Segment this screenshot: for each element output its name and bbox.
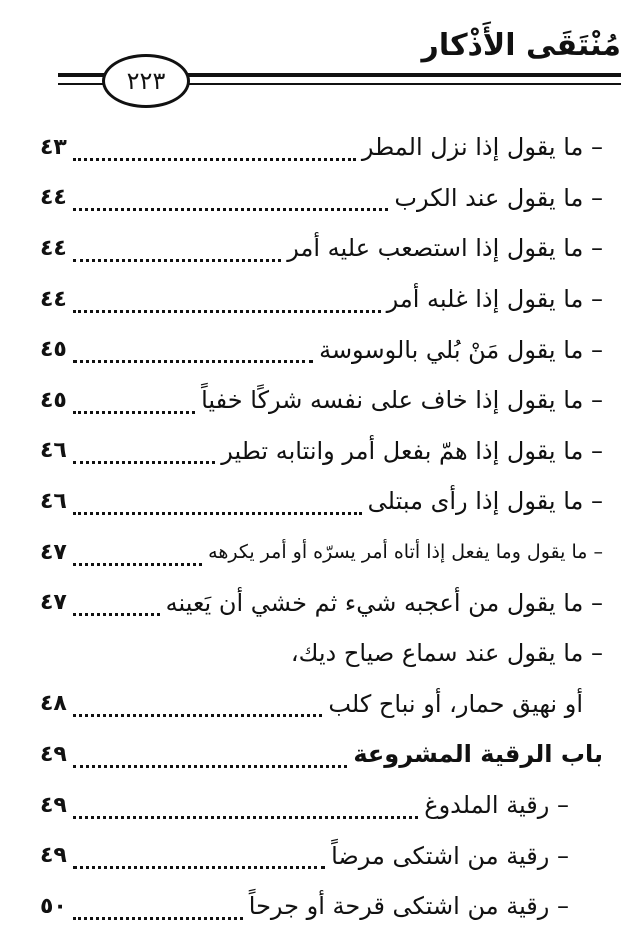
toc-entry-page: ٤٩ <box>40 741 67 767</box>
toc-entry <box>40 274 603 325</box>
toc-entry-title: – ما يقول مَنْ بُلي بالوسوسة <box>319 335 603 364</box>
toc-entry <box>40 122 603 173</box>
toc-section-heading <box>40 729 603 780</box>
toc-entry-page: ٤٧ <box>40 590 67 616</box>
toc-entry <box>40 780 603 831</box>
toc-entry <box>40 375 603 426</box>
toc-entry-page: ٤٩ <box>40 792 67 818</box>
leader-dots <box>73 336 313 363</box>
table-of-contents <box>40 122 603 932</box>
toc-entry <box>40 426 603 477</box>
toc-entry-title: – ما يقول إذا غلبه أمر <box>386 285 603 314</box>
toc-entry-page: ٤٧ <box>40 539 67 565</box>
toc-entry-page: ٤٥ <box>40 387 67 413</box>
toc-entry-title: – ما يقول إذا رأى مبتلى <box>367 487 603 516</box>
toc-entry <box>40 173 603 224</box>
toc-entry-title: – ما يقول عند الكرب <box>394 183 603 212</box>
leader-dots <box>73 286 381 313</box>
running-header-title: مُنْتَقَى الأَذْكار <box>421 28 621 63</box>
toc-entry-page: ٤٥ <box>40 337 67 363</box>
toc-entry <box>40 324 603 375</box>
toc-entry-page: ٤٦ <box>40 438 67 464</box>
toc-entry-title: – ما يقول وما يفعل إذا أتاه أمر يسرّه أو أمر يكرهه <box>208 541 603 564</box>
page-number-oval <box>102 54 190 108</box>
toc-entry <box>40 223 603 274</box>
leader-dots <box>73 437 215 464</box>
toc-entry-page: ٤٤ <box>40 185 67 211</box>
leader-dots <box>73 792 418 819</box>
toc-entry-title: – ما يقول من أعجبه شيء ثم خشي أن يَعينه <box>165 588 603 617</box>
leader-dots <box>73 842 325 869</box>
toc-entry-title: – ما يقول عند سماع صياح ديك، <box>290 639 603 668</box>
toc-entry <box>40 830 603 881</box>
toc-entry <box>40 628 603 679</box>
toc-entry-page: ٤٤ <box>40 235 67 261</box>
toc-entry-title: – رقية من اشتكى مرضاً <box>331 841 569 870</box>
leader-dots <box>73 235 281 262</box>
leader-dots <box>73 893 243 920</box>
toc-entry-page: ٤٤ <box>40 286 67 312</box>
toc-entry <box>40 577 603 628</box>
leader-dots <box>73 741 348 768</box>
toc-entry-title: – ما يقول إذا استصعب عليه أمر <box>287 234 603 263</box>
toc-entry-title: – ما يقول إذا همّ بفعل أمر وانتابه تطير <box>221 436 603 465</box>
toc-entry-title: – رقية من اشتكى قرحة أو جرحاً <box>248 892 569 921</box>
leader-dots <box>73 589 160 616</box>
toc-entry <box>40 527 603 578</box>
leader-dots <box>73 184 389 211</box>
toc-entry <box>40 476 603 527</box>
toc-entry-page: ٥٠ <box>40 893 67 919</box>
toc-entry <box>40 881 603 932</box>
leader-dots <box>73 387 195 414</box>
page-number: ٢٢٣ <box>126 67 166 95</box>
leader-dots <box>73 134 356 161</box>
toc-entry-page: ٤٩ <box>40 843 67 869</box>
toc-entry-continuation <box>40 679 603 730</box>
toc-entry-title: – ما يقول إذا نزل المطر <box>361 133 603 162</box>
toc-entry-title: – ما يقول إذا خاف على نفسه شركًا خفياً <box>201 386 603 415</box>
toc-entry-page: ٤٨ <box>40 691 67 717</box>
toc-entry-title: أو نهيق حمار، أو نباح كلب <box>328 689 583 718</box>
toc-entry-page: ٤٣ <box>40 134 67 160</box>
toc-entry-page: ٤٦ <box>40 488 67 514</box>
leader-dots <box>73 488 362 515</box>
toc-entry-title: – رقية الملدوغ <box>424 791 569 820</box>
leader-dots <box>73 539 202 566</box>
toc-section-title: باب الرقية المشروعة <box>353 740 603 769</box>
leader-dots <box>73 690 322 717</box>
